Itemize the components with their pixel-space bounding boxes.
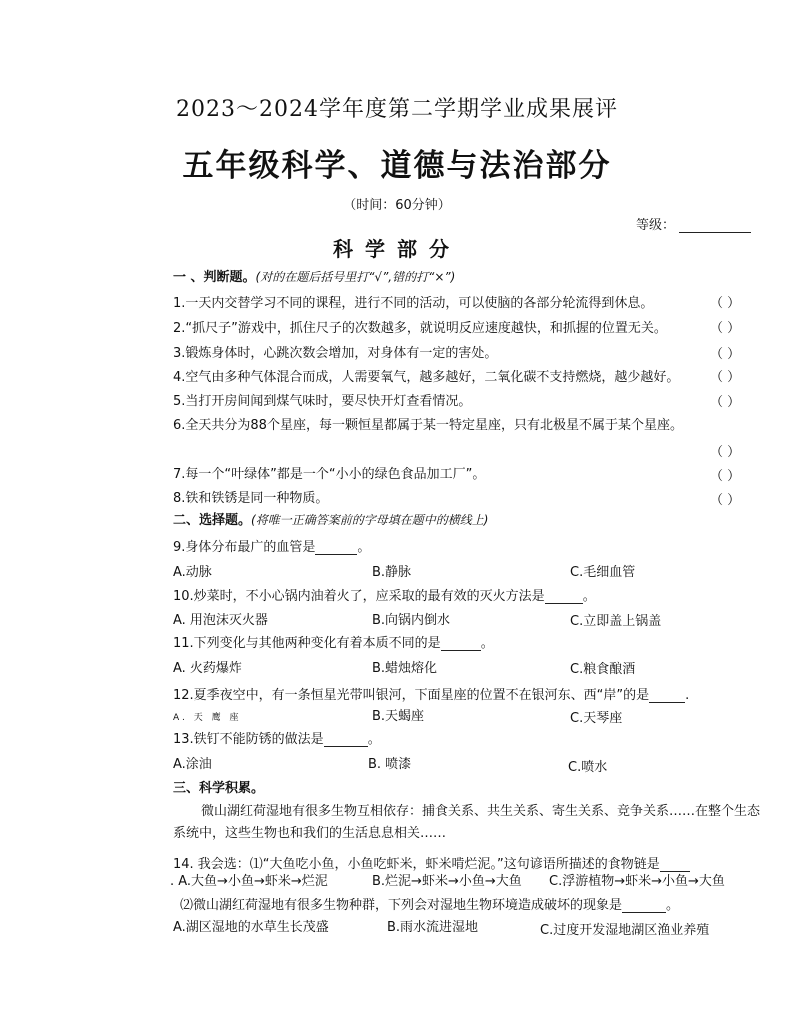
choice-q11 bbox=[173, 632, 494, 651]
choice-q13-option-a[interactable]: A.涂油 bbox=[173, 757, 212, 772]
judge-answer-4[interactable]: （ ） bbox=[710, 370, 741, 385]
choice-q9-blank[interactable] bbox=[315, 542, 357, 555]
choice-q10-tail: 。 bbox=[582, 589, 596, 604]
judge-answer-7[interactable]: （ ） bbox=[710, 469, 741, 484]
section1-title: 一 、判断题。 bbox=[173, 270, 256, 285]
q14-2-option-c[interactable]: C.过度开发湿地湖区渔业养殖 bbox=[540, 923, 710, 938]
grade-label: 等级： bbox=[636, 218, 676, 233]
choice-q9-option-b[interactable]: B.静脉 bbox=[372, 565, 412, 580]
judge-answer-6[interactable]: （ ） bbox=[710, 445, 741, 460]
science-section-title: 科学部分 bbox=[333, 237, 461, 261]
choice-q10-option-c[interactable]: C.立即盖上锅盖 bbox=[570, 614, 662, 629]
choice-q12-blank[interactable] bbox=[649, 690, 685, 703]
choice-q9-option-a[interactable]: A.动脉 bbox=[173, 565, 212, 580]
choice-q10-option-b[interactable]: B.向锅内倒水 bbox=[372, 613, 451, 628]
grade-blank[interactable] bbox=[679, 220, 751, 233]
choice-q12-stem: 12.夏季夜空中，有一条恒星光带叫银河，下面星座的位置不在银河东、西“岸”的是 bbox=[173, 688, 650, 703]
judge-item-4: 4.空气由多种气体混合而成，人需要氧气，越多越好，二氧化碳不支持燃烧，越少越好。 bbox=[173, 370, 680, 385]
judge-item-8: 8.铁和铁锈是同一种物质。 bbox=[173, 491, 329, 506]
choice-q11-blank[interactable] bbox=[441, 638, 481, 651]
choice-q13-blank[interactable] bbox=[324, 734, 368, 747]
choice-q9-option-c[interactable]: C.毛细血管 bbox=[570, 565, 636, 580]
exam-time: （时间：60分钟） bbox=[343, 198, 451, 213]
q14-2-option-a[interactable]: A.湖区湿地的水草生长茂盛 bbox=[173, 920, 329, 935]
choice-q12 bbox=[173, 684, 689, 703]
section3-paragraph: 微山湖红荷湿地有很多生物互相依存：捕食关系、共生关系、寄生关系、竞争关系……在整个生态系统中，这些生物也和我们的生活息息相关…… bbox=[173, 804, 761, 841]
choice-q10-blank[interactable] bbox=[545, 591, 583, 604]
judge-answer-1[interactable]: （ ） bbox=[710, 296, 741, 311]
choice-q12-option-b[interactable]: B.天蝎座 bbox=[372, 709, 425, 724]
choice-q11-option-c[interactable]: C.粮食酿酒 bbox=[570, 662, 636, 677]
judge-item-1: 1.一天内交替学习不同的课程，进行不同的活动，可以使脑的各部分轮流得到休息。 bbox=[173, 296, 654, 311]
judge-item-3: 3.锻炼身体时，心跳次数会增加，对身体有一定的害处。 bbox=[173, 346, 498, 361]
exam-year-title: 2023～2024学年度第二学期学业成果展评 bbox=[176, 97, 618, 122]
choice-q13 bbox=[173, 728, 381, 747]
judge-item-5: 5.当打开房间闻到煤气味时，要尽快开灯查看情况。 bbox=[173, 394, 472, 409]
choice-q13-option-c[interactable]: C.喷水 bbox=[568, 760, 608, 775]
q14-2-stem-line bbox=[180, 894, 679, 913]
choice-q11-option-a[interactable]: A. 火药爆炸 bbox=[173, 661, 242, 676]
choice-q13-stem: 13.铁钉不能防锈的做法是 bbox=[173, 732, 324, 747]
section1-heading bbox=[173, 266, 455, 285]
section3-title: 三、科学积累。 bbox=[173, 781, 265, 796]
section1-note: (对的在题后括号里打“√”,错的打“×”) bbox=[255, 270, 456, 284]
choice-q12-option-a[interactable]: A. 天 鹰 座 bbox=[173, 713, 242, 723]
q14-option-c[interactable]: C.浮游植物→虾米→小鱼→大鱼 bbox=[549, 874, 725, 889]
choice-q11-tail: 。 bbox=[480, 636, 494, 651]
choice-q13-option-b[interactable]: B. 喷漆 bbox=[368, 757, 412, 772]
judge-answer-2[interactable]: （ ） bbox=[710, 321, 741, 336]
choice-q13-tail: 。 bbox=[367, 732, 381, 747]
exam-main-title: 五年级科学、道德与法治部分 bbox=[182, 148, 612, 184]
grade-field bbox=[636, 214, 751, 233]
q14-2-tail: 。 bbox=[666, 898, 680, 913]
judge-answer-3[interactable]: （ ） bbox=[710, 347, 741, 362]
section2-note: (将唯一正确答案前的字母填在题中的横线上) bbox=[251, 513, 489, 527]
judge-item-6: 6.全天共分为88个星座，每一颗恒星都属于某一特定星座，只有北极星不属于某个星座。 bbox=[173, 418, 683, 433]
choice-q11-stem: 11.下列变化与其他两种变化有着本质不同的是 bbox=[173, 636, 441, 651]
choice-q11-option-b[interactable]: B.蜡烛熔化 bbox=[372, 661, 438, 676]
judge-item-2: 2.“抓尺子”游戏中，抓住尺子的次数越多，就说明反应速度越快，和抓握的位置无关。 bbox=[173, 321, 667, 336]
section2-heading bbox=[173, 509, 488, 528]
choice-q12-option-c[interactable]: C.天琴座 bbox=[570, 711, 623, 726]
q14-2-stem: ⑵微山湖红荷湿地有很多生物种群，下列会对湿地生物环境造成破坏的现象是 bbox=[180, 898, 623, 913]
choice-q9-tail: 。 bbox=[357, 540, 371, 555]
judge-answer-8[interactable]: （ ） bbox=[710, 493, 741, 508]
q14-option-a[interactable]: . A.大鱼→小鱼→虾米→烂泥 bbox=[170, 874, 328, 889]
choice-q9-stem: 9.身体分布最广的血管是 bbox=[173, 540, 316, 555]
choice-q10-option-a[interactable]: A. 用泡沫灭火器 bbox=[173, 613, 268, 628]
choice-q9 bbox=[173, 536, 370, 555]
choice-q10-stem: 10.炒菜时，不小心锅内油着火了，应采取的最有效的灭火方法是 bbox=[173, 589, 545, 604]
choice-q10 bbox=[173, 585, 596, 604]
q14-stem: 14. 我会选：⑴“大鱼吃小鱼，小鱼吃虾米，虾米啃烂泥。”这句谚语所描述的食物链是 bbox=[173, 857, 660, 872]
q14-2-blank[interactable] bbox=[622, 900, 666, 913]
q14-option-b[interactable]: B.烂泥→虾米→小鱼→大鱼 bbox=[372, 874, 522, 889]
judge-item-7: 7.每一个“叶绿体”都是一个“小小的绿色食品加工厂”。 bbox=[173, 467, 486, 482]
choice-q12-tail: . bbox=[685, 688, 690, 703]
section2-title: 二、选择题。 bbox=[173, 513, 252, 528]
q14-2-option-b[interactable]: B.雨水流进湿地 bbox=[387, 920, 479, 935]
judge-answer-5[interactable]: （ ） bbox=[710, 395, 741, 410]
